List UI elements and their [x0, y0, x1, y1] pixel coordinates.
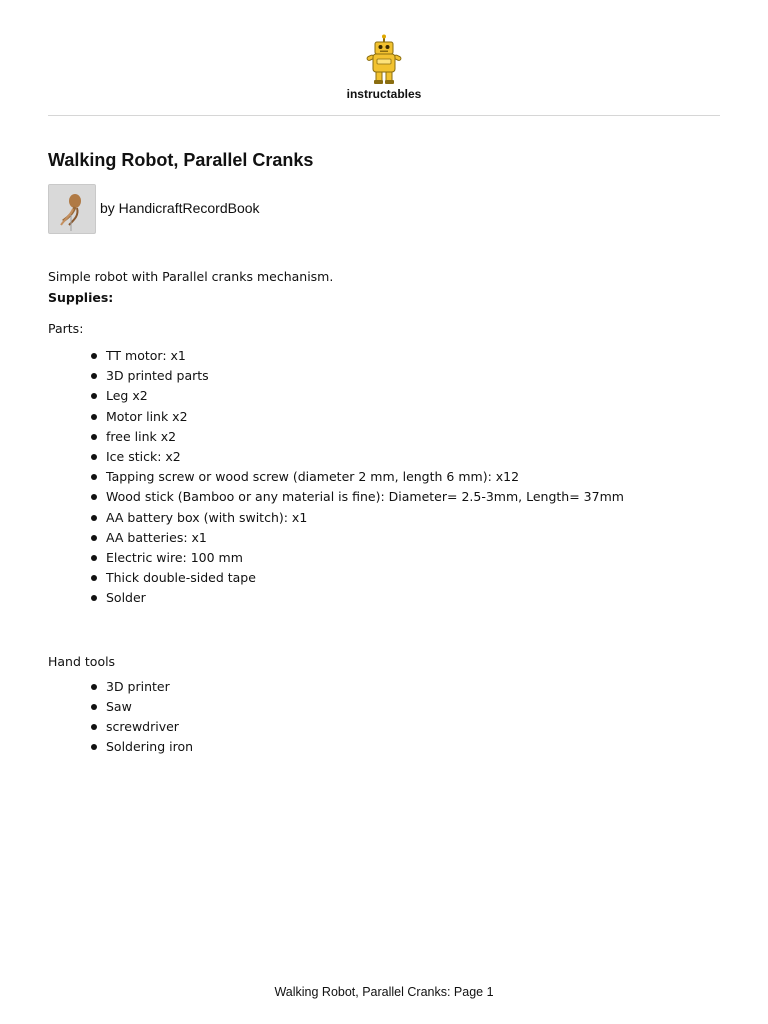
- supplies-heading: Supplies:: [48, 290, 114, 305]
- page-footer: Walking Robot, Parallel Cranks: Page 1: [274, 985, 494, 999]
- list-item: Saw: [91, 697, 720, 717]
- author-byline[interactable]: by HandicraftRecordBook: [100, 200, 260, 216]
- page-title: Walking Robot, Parallel Cranks: [48, 150, 314, 170]
- robot-photo-icon: [49, 185, 95, 233]
- tools-list: [48, 677, 720, 758]
- list-item: Electric wire: 100 mm: [91, 548, 720, 568]
- list-item: Tapping screw or wood screw (diameter 2 mm, length 6 mm): x12: [91, 467, 720, 487]
- list-item: TT motor: x1: [91, 346, 720, 366]
- list-item: Soldering iron: [91, 737, 720, 757]
- list-item: Ice stick: x2: [91, 447, 720, 467]
- article-content: [48, 268, 720, 757]
- list-item: free link x2: [91, 427, 720, 447]
- parts-list: [48, 346, 720, 609]
- page-header: [0, 0, 768, 116]
- list-item: Leg x2: [91, 386, 720, 406]
- author-avatar-image[interactable]: [48, 184, 96, 234]
- list-item: screwdriver: [91, 717, 720, 737]
- list-item: Wood stick (Bamboo or any material is fine): Diameter= 2.5-3mm, Length= 37mm: [91, 487, 720, 507]
- list-item: AA battery box (with switch): x1: [91, 508, 720, 528]
- list-item: 3D printer: [91, 677, 720, 697]
- parts-label: Parts:: [48, 321, 84, 336]
- list-item: Thick double-sided tape: [91, 568, 720, 588]
- list-item: Motor link x2: [91, 407, 720, 427]
- list-item: 3D printed parts: [91, 366, 720, 386]
- intro-text: Simple robot with Parallel cranks mechanism.: [48, 269, 334, 284]
- instructables-robot-logo-icon[interactable]: [362, 34, 406, 86]
- list-item: Solder: [91, 588, 720, 608]
- list-item: AA batteries: x1: [91, 528, 720, 548]
- site-name[interactable]: instructables: [346, 87, 422, 101]
- hand-tools-label: Hand tools: [48, 653, 116, 669]
- header-divider: [48, 115, 720, 116]
